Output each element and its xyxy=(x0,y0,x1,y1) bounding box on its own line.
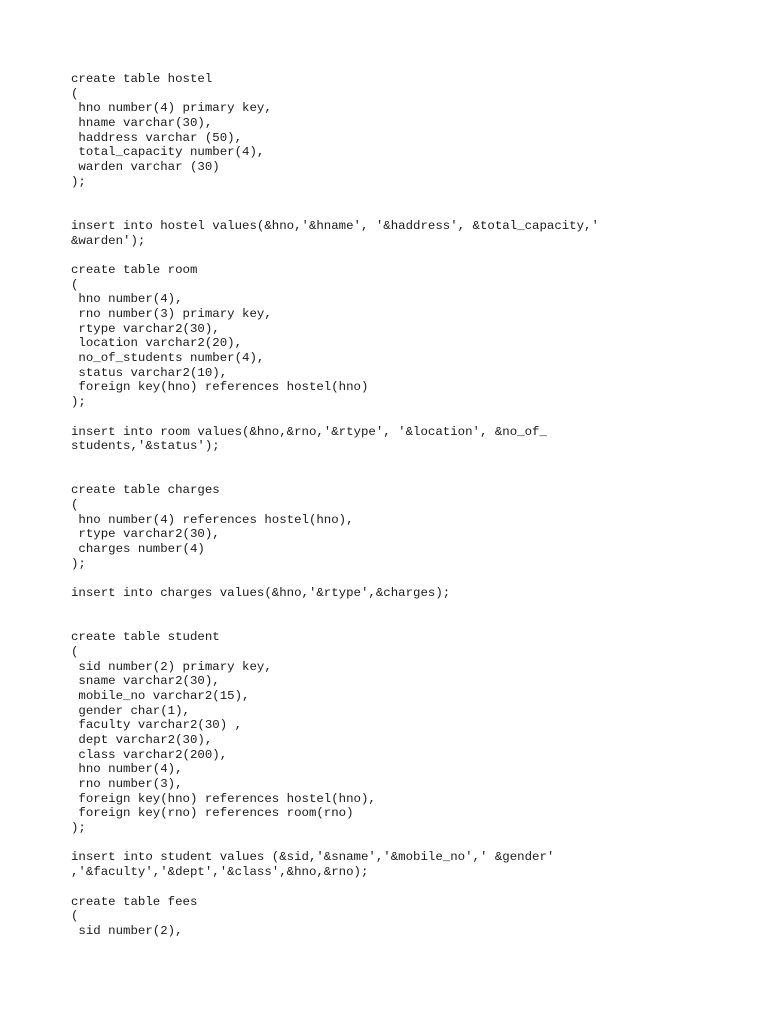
blank-line xyxy=(71,615,751,630)
code-line: faculty varchar2(30) , xyxy=(71,718,243,733)
code-line: hno number(4), xyxy=(71,762,183,777)
code-line: dept varchar2(30), xyxy=(71,732,213,747)
sql-code-block xyxy=(71,72,751,939)
code-line: ( xyxy=(71,644,79,659)
code-line: ( xyxy=(71,277,79,292)
code-line: rtype varchar2(30), xyxy=(71,527,220,542)
code-line: hno number(4) primary key, xyxy=(71,101,272,116)
code-line: no_of_students number(4), xyxy=(71,351,265,366)
code-line: ); xyxy=(71,174,86,189)
code-line: &warden'); xyxy=(71,233,146,248)
code-line: insert into student values (&sid,'&sname','&mobile_no',' &gender' xyxy=(71,850,555,865)
code-line: rno number(3), xyxy=(71,777,183,791)
code-line: ); xyxy=(71,556,86,571)
code-line: sname varchar2(30), xyxy=(71,674,220,689)
code-line: create table fees xyxy=(71,894,198,909)
blank-line xyxy=(71,204,751,219)
code-line: ); xyxy=(71,821,86,836)
code-line: create table student xyxy=(71,630,220,645)
code-line: foreign key(hno) references hostel(hno), xyxy=(71,791,376,806)
code-line: haddress varchar (50), xyxy=(71,130,243,145)
code-line: insert into hostel values(&hno,'&hname', '&haddress', &total_capacity,' xyxy=(71,218,599,233)
code-line: students,'&status'); xyxy=(71,439,220,454)
code-line: ); xyxy=(71,395,86,410)
code-line: insert into charges values(&hno,'&rtype',&charges); xyxy=(71,586,451,601)
blank-line xyxy=(71,190,751,205)
blank-line xyxy=(71,880,751,895)
code-line: foreign key(hno) references hostel(hno) xyxy=(71,380,369,395)
code-line: charges number(4) xyxy=(71,542,205,556)
code-line: create table hostel xyxy=(71,72,213,86)
blank-line xyxy=(71,469,751,484)
code-line: hno number(4) references hostel(hno), xyxy=(71,512,354,527)
blank-line xyxy=(71,454,751,469)
code-line: ,'&faculty','&dept','&class',&hno,&rno); xyxy=(71,865,369,880)
blank-line xyxy=(71,410,751,425)
code-line: create table room xyxy=(71,262,198,277)
code-line: class varchar2(200), xyxy=(71,747,228,762)
code-line: ( xyxy=(71,497,79,512)
code-line: warden varchar (30) xyxy=(71,160,220,175)
code-line: status varchar2(10), xyxy=(71,365,228,380)
code-line: hname varchar(30), xyxy=(71,116,213,131)
code-line: sid number(2) primary key, xyxy=(71,659,272,674)
blank-line xyxy=(71,571,751,586)
code-line: foreign key(rno) references room(rno) xyxy=(71,806,354,821)
code-line: create table charges xyxy=(71,483,220,498)
code-line: mobile_no varchar2(15), xyxy=(71,688,250,703)
code-line: rtype varchar2(30), xyxy=(71,321,220,336)
blank-line xyxy=(71,836,751,851)
code-line: location varchar2(20), xyxy=(71,336,243,351)
code-line: ( xyxy=(71,909,79,924)
code-line: hno number(4), xyxy=(71,292,183,307)
blank-line xyxy=(71,601,751,616)
code-line: total_capacity number(4), xyxy=(71,145,265,160)
code-line: insert into room values(&hno,&rno,'&rtype', '&location', &no_of_ xyxy=(71,424,547,439)
code-line: sid number(2), xyxy=(71,923,183,938)
code-line: rno number(3) primary key, xyxy=(71,307,272,321)
code-line: gender char(1), xyxy=(71,703,190,718)
blank-line xyxy=(71,248,751,263)
code-line: ( xyxy=(71,86,79,101)
